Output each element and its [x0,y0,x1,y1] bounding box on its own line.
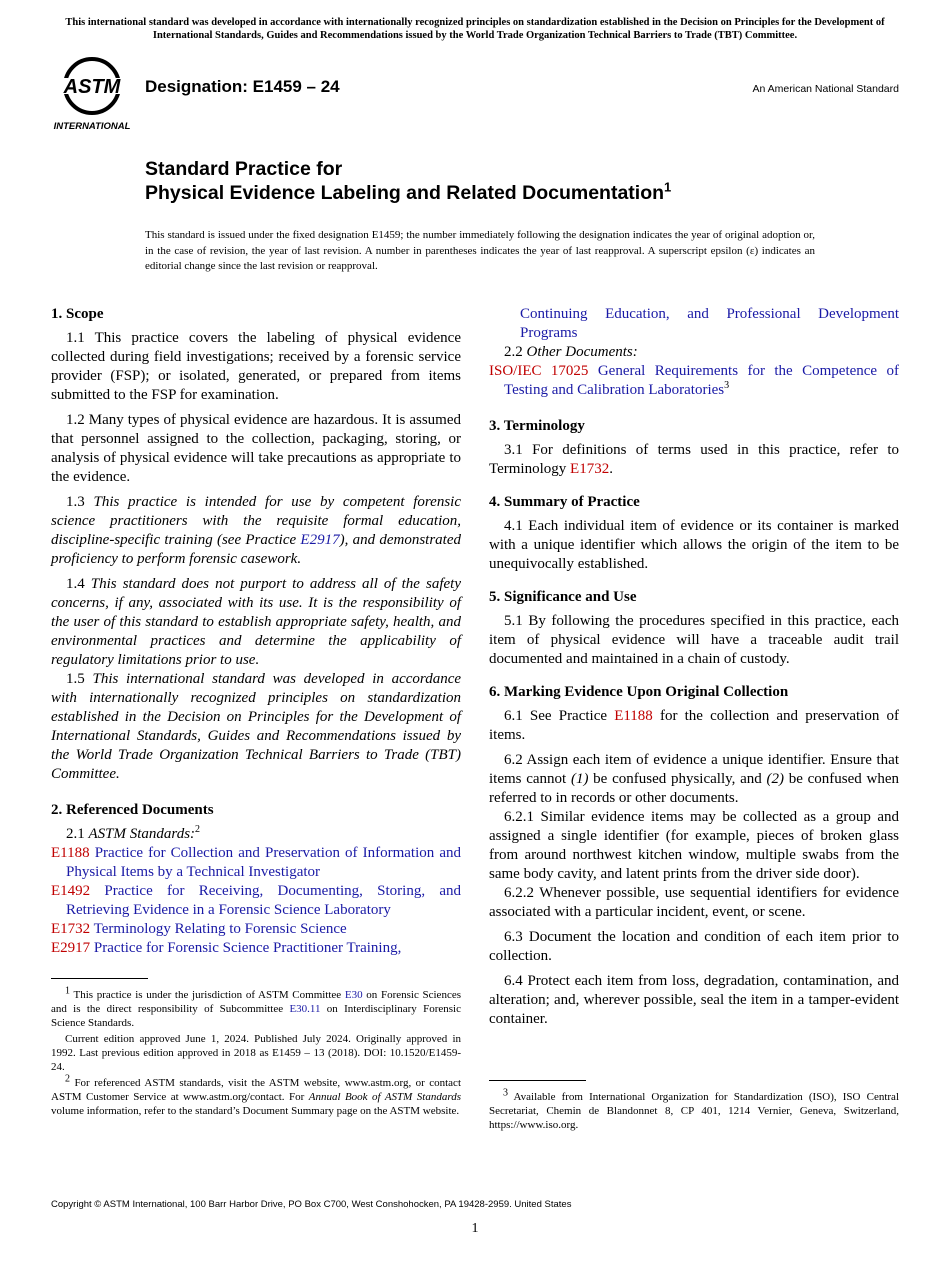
title-line2 [145,181,671,206]
reference-e2917 [51,939,461,958]
logo-text: ASTM [63,76,121,98]
reference-title[interactable]: General Requirements for the Competence of Testing and Calibration Laboratories [504,363,900,398]
designation: Designation: E1459 – 24 [145,77,340,96]
link-e1732-term[interactable]: E1732 [570,461,610,477]
title-line1: Standard Practice for [145,158,343,180]
reference-e1492 [51,882,461,920]
para-6-2: 6.2 Assign each item of evidence a unique identifier. Ensure that items cannot (1) be confused physically, and (2) be confused when referred to in records or other documents. [489,752,900,806]
link-e1492[interactable]: E1492 [51,883,91,899]
issue-note: This standard is issued under the fixed designation E1459; the number immediately following the designation indicates the year of original adoption or, in the case of revision, the year of last revision. A number in parentheses indicates the year of last reapproval. A superscript epsilon (ε) indicates an editorial change since the last revision or reapproval. [145,229,815,272]
link-e1188-practice[interactable]: E1188 [614,708,653,724]
right-column [489,305,899,1029]
top-notice: This international standard was developed in accordance with internationally recognized principles on standardization established in the Decision on Principles for the Development of International Standards, Guides and Recommendations issued by the World Trade Organization Technical Barriers to Trade (TBT) Committee. [65,17,885,41]
link-e2917[interactable]: E2917 [300,532,340,548]
para-6-1: 6.1 See Practice E1188 for the collection and preservation of items. [489,708,899,743]
footnote-1-edition: Current edition approved June 1, 2024. Published July 2024. Originally approved in 1992. Last previous edition approved in 2018 as E1459 – 13 (2018). DOI: 10.1520/E1459-24. [51,1033,461,1073]
reference-title[interactable]: Practice for Forensic Science Practitioner Training, [93,940,402,956]
reference-e2917-continued: Continuing Education, and Professional Development Programs [520,306,899,341]
footnote-3: $^3$ Available from International Organization for Standardization (ISO), ISO Central Secretariat, Chemin de Blandonnet 8, CP 401, 1214 Vernier, Geneva, Switzerland, https://www.iso.org. [489,1087,899,1131]
reference-iso-17025: ISO/IEC 17025 General Requirements for the Competence of Testing and Calibration Laboratories$^3$ [489,363,900,398]
para-1-3: 1.3 This practice is intended for use by competent forensic science practitioners with the requisite formal education, discipline-specific training (see Practice E2917), and demonstrated proficiency to perform forensic casework. [51,494,462,567]
section-heading-referenced-documents: 2. Referenced Documents [51,802,214,818]
american-national-standard: An American National Standard [752,83,899,95]
para-3-1: 3.1 For definitions of terms used in this practice, refer to Terminology E1732. [489,442,899,477]
logo-subtext: INTERNATIONAL [53,121,131,132]
para-6-3: 6.3 Document the location and condition of each item prior to collection. [489,929,899,964]
para-2-1: 2.1 ASTM Standards:$^2$ [66,824,201,842]
title-footnote-mark: 1 [664,179,672,195]
link-iso-17025[interactable]: ISO/IEC 17025 [489,363,589,379]
para-1-2: 1.2 Many types of physical evidence are hazardous. It is assumed that personnel assigned to the collection, packaging, storing, or analysis of physical evidence will take precautions as appropriate to the evidence. [51,412,461,485]
para-6-2-2: 6.2.2 Whenever possible, use sequential identifiers for evidence associated with a particular incident, event, or scene. [489,885,899,920]
section-heading-terminology: 3. Terminology [489,418,585,434]
section-heading-marking: 6. Marking Evidence Upon Original Collection [489,684,789,700]
reference-title[interactable]: Terminology Relating to Forensic Science [93,921,347,937]
reference-title[interactable]: Practice for Receiving, Documenting, Storing, and Retrieving Evidence in a Forensic Science Laboratory [66,883,461,918]
para-1-4: 1.4 This standard does not purport to address all of the safety concerns, if any, associated with its use. It is the responsibility of the user of this standard to establish appropriate safety, health, and environmental practices and determine the applicability of regulatory limitations prior to use. [51,576,461,668]
para-5-1: 5.1 By following the procedures specified in this practice, each item of physical evidence will have a traceable audit trail documented and maintained in a chain of custody. [489,613,899,667]
footnote-divider [489,1080,586,1081]
title-text: Physical Evidence Labeling and Related Documentation [145,182,665,204]
footnotes-left [51,985,461,1118]
section-heading-scope: 1. Scope [51,306,104,322]
footnote-2: $^2$ For referenced ASTM standards, visit the ASTM website, www.astm.org, or contact ASTM Customer Service at www.astm.org/contact. For Annual Book of ASTM Standards volume information, refer to the standard’s Document Summary page on the ASTM website. [51,1073,461,1117]
para-6-2-1: 6.2.1 Similar evidence items may be collected as a group and assigned a single identifier (for example, pieces of broken glass from around northwest kitchen window, multiple swabs from the same body cavity, and latent prints from the driver side door). [489,809,899,882]
link-e2917-ref[interactable]: E2917 [51,940,91,956]
para-2-2: 2.2 Other Documents: [504,344,638,360]
para-4-1: 4.1 Each individual item of evidence or its container is marked with a unique identifier which allows the origin of the item to be unequivocally established. [489,518,899,572]
left-column [51,305,461,958]
link-e30[interactable]: E30 [344,989,363,1001]
section-heading-significance: 5. Significance and Use [489,589,637,605]
link-e1732[interactable]: E1732 [51,921,91,937]
footnotes-right [489,1087,899,1132]
reference-title[interactable]: Practice for Collection and Preservation of Information and Physical Items by a Technical Investigator [66,845,462,880]
footnote-1: $^1$ This practice is under the jurisdiction of ASTM Committee E30 on Forensic Sciences and is the direct responsibility of Subcommittee E30.11 on Interdisciplinary Forensic Science Standards. [51,985,461,1029]
copyright: Copyright © ASTM International, 100 Barr Harbor Drive, PO Box C700, West Conshohocken, PA 19428-2959. United States [51,1199,572,1210]
link-e30-11[interactable]: E30.11 [289,1003,321,1015]
reference-e1732 [51,920,461,939]
astm-logo [52,56,136,132]
page-number: 1 [471,1221,479,1236]
para-1-1: 1.1 This practice covers the labeling of physical evidence collected during field investigations; received by a forensic service provider (FSP); or isolated, generated, or prepared from items submitted to the FSP for examination. [51,330,461,403]
footnote-divider [51,978,148,979]
link-e1188[interactable]: E1188 [51,845,90,861]
para-1-5: 1.5 This international standard was developed in accordance with internationally recognized principles on standardization established in the Decision on Principles for the Development of International Standards, Guides and Recommendations issued by the World Trade Organization Technical Barriers to Trade (TBT) Committee. [51,671,462,782]
reference-e1188 [51,844,461,882]
section-heading-summary: 4. Summary of Practice [489,494,640,510]
para-6-4: 6.4 Protect each item from loss, degradation, contamination, and alteration; and, wherever possible, seal the item in a tamper-evident container. [489,973,899,1027]
